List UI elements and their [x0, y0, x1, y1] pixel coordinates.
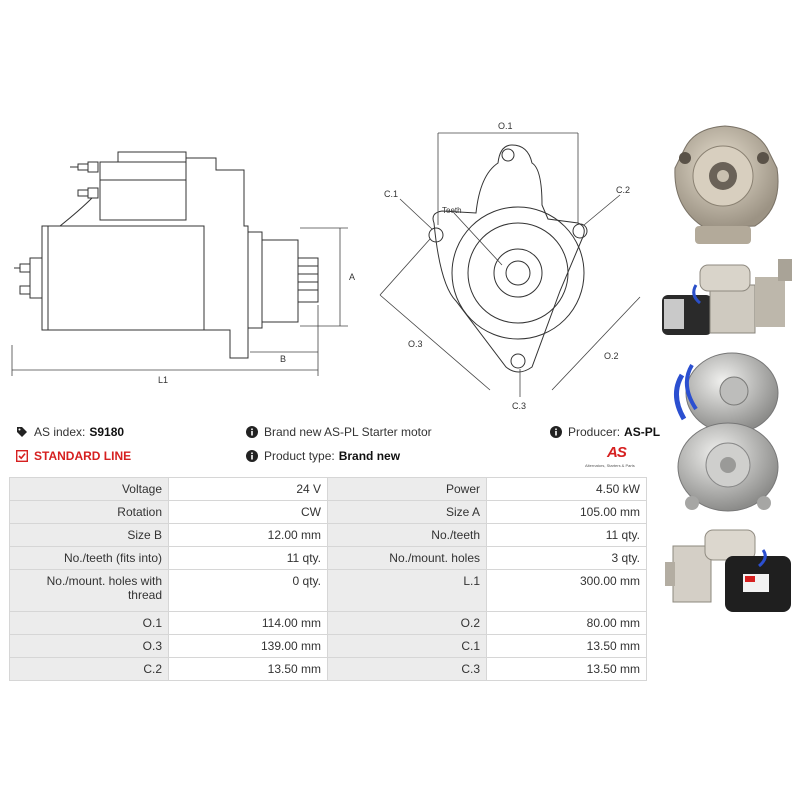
spec-value: 139.00 mm [169, 635, 328, 658]
spec-label: O.2 [328, 612, 487, 635]
spec-label: No./mount. holes with thread [10, 570, 169, 612]
standard-line [16, 449, 131, 463]
spec-value: 114.00 mm [169, 612, 328, 635]
dimension-a-label: A [349, 272, 356, 282]
spec-row [10, 501, 647, 524]
standard-line-label: STANDARD LINE [34, 449, 132, 463]
spec-value: 105.00 mm [487, 501, 647, 524]
dimension-l1-label: L1 [158, 375, 169, 385]
spec-value: 13.50 mm [487, 635, 647, 658]
spec-row [10, 570, 647, 612]
logo-mark: AS [607, 444, 626, 461]
spec-value: 4.50 kW [487, 478, 647, 501]
spec-row [10, 612, 647, 635]
spec-label: No./mount. holes [328, 547, 487, 570]
spec-label: Rotation [10, 501, 169, 524]
spec-label: Power [328, 478, 487, 501]
as-index-label: AS index: [34, 425, 86, 439]
photo-front-flange [655, 118, 795, 248]
photo-side-view [660, 255, 795, 340]
spec-label: C.3 [328, 658, 487, 681]
o1-label: O.1 [498, 121, 513, 131]
info-icon [550, 426, 562, 438]
spec-row [10, 635, 647, 658]
teeth-label: Teeth [442, 206, 462, 215]
check-square-icon [16, 450, 28, 462]
spec-label: L.1 [328, 570, 487, 612]
info-icon [246, 450, 258, 462]
as-index [16, 425, 124, 439]
spec-label: O.1 [10, 612, 169, 635]
spec-label: No./teeth [328, 524, 487, 547]
c1-label: C.1 [384, 189, 399, 199]
spec-label: Size A [328, 501, 487, 524]
as-index-value: S9180 [89, 425, 125, 439]
spec-label: C.2 [10, 658, 169, 681]
photo-label-view [665, 522, 795, 617]
spec-value: 24 V [169, 478, 328, 501]
spec-label: No./teeth (fits into) [10, 547, 169, 570]
side-view-drawing [0, 140, 370, 390]
product-type-value: Brand new [338, 449, 401, 463]
spec-value: 13.50 mm [169, 658, 328, 681]
spec-value: 11 qty. [487, 524, 647, 547]
product-type-label: Product type: [264, 449, 335, 463]
spec-value: 300.00 mm [487, 570, 647, 612]
spec-value: 80.00 mm [487, 612, 647, 635]
as-pl-logo [585, 444, 647, 472]
spec-label: C.1 [328, 635, 487, 658]
front-view-drawing [370, 115, 655, 415]
info-icon [246, 426, 258, 438]
producer-value: AS-PL [624, 425, 661, 439]
spec-table [9, 477, 647, 681]
photo-rear-view [662, 345, 792, 520]
c2-label: C.2 [616, 185, 631, 195]
description-text: Brand new AS-PL Starter motor [264, 425, 432, 439]
spec-value: 0 qty. [169, 570, 328, 612]
o3-label: O.3 [408, 339, 423, 349]
producer [550, 425, 660, 439]
product-type [246, 449, 400, 463]
o2-label: O.2 [604, 351, 619, 361]
spec-value: 13.50 mm [487, 658, 647, 681]
producer-label: Producer: [568, 425, 621, 439]
spec-value: 11 qty. [169, 547, 328, 570]
spec-label: Size B [10, 524, 169, 547]
tags-icon [16, 426, 28, 438]
spec-label: O.3 [10, 635, 169, 658]
spec-row [10, 658, 647, 681]
spec-label: Voltage [10, 478, 169, 501]
spec-value: 12.00 mm [169, 524, 328, 547]
c3-label: C.3 [512, 401, 527, 411]
spec-row [10, 547, 647, 570]
spec-row [10, 478, 647, 501]
logo-tagline: Alternators, Starters & Parts [585, 463, 635, 468]
spec-value: 3 qty. [487, 547, 647, 570]
dimension-b-label: B [280, 354, 287, 364]
product-description [246, 425, 432, 439]
spec-row [10, 524, 647, 547]
spec-value: CW [169, 501, 328, 524]
